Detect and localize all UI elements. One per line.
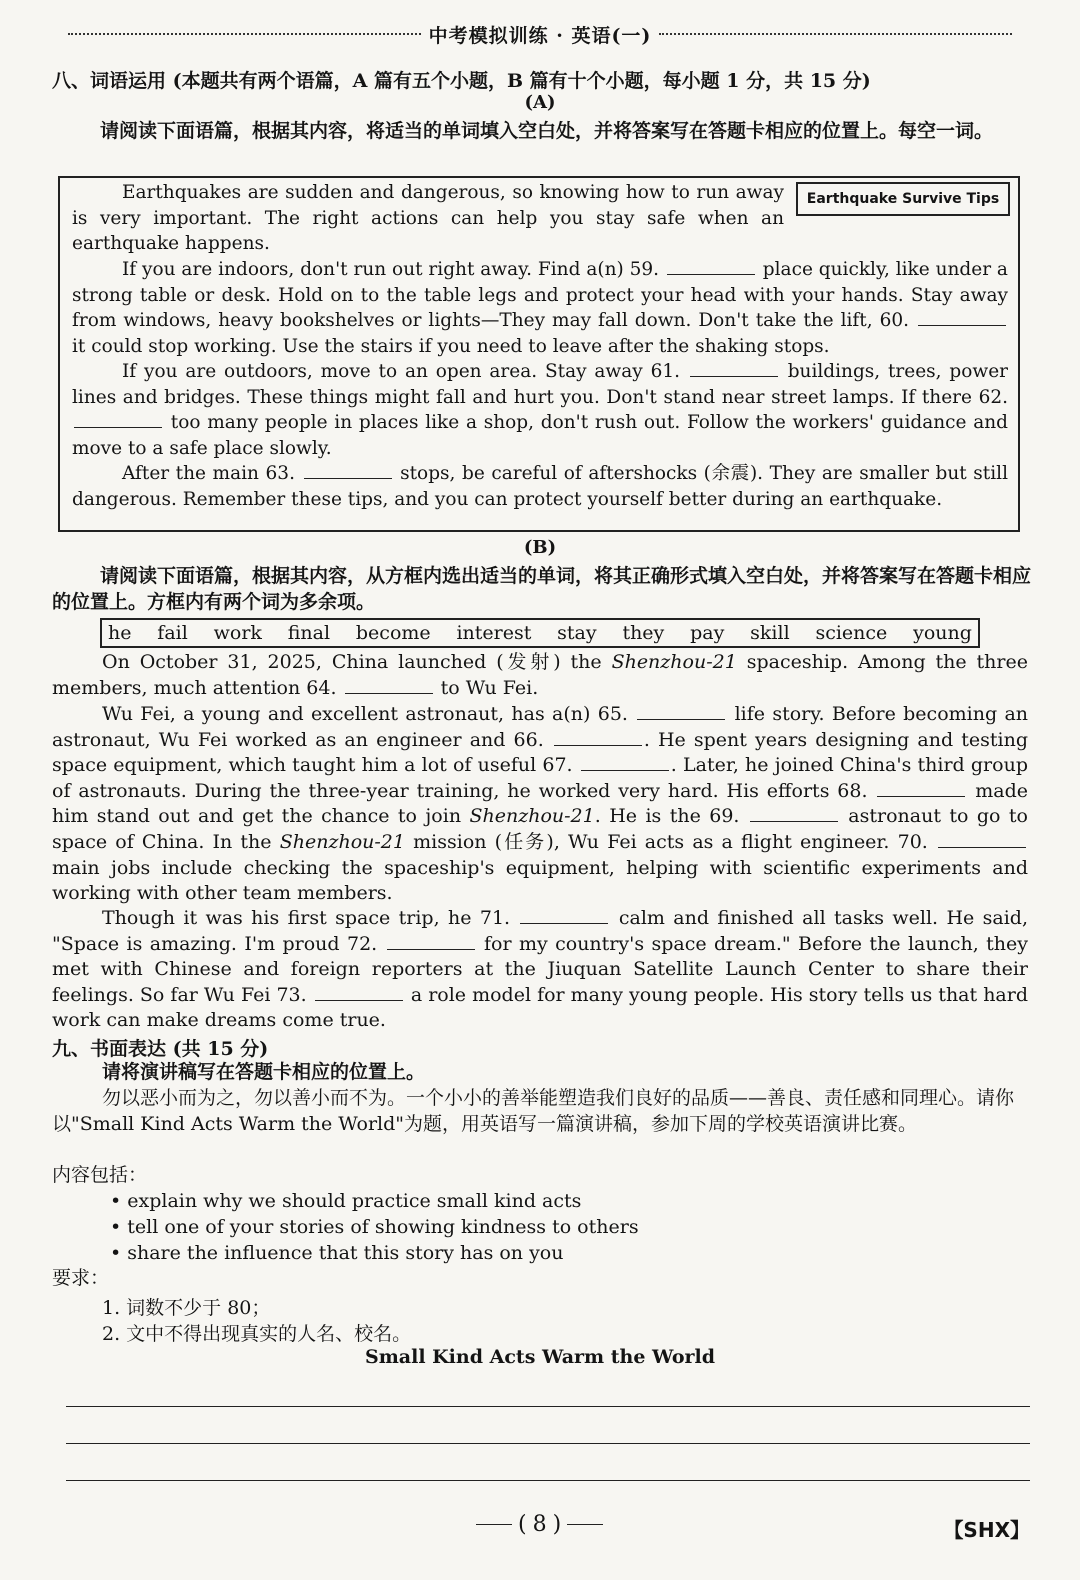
blank-62[interactable] [74, 411, 162, 428]
passage-b-text: . He spent years designing and testing space equipment, which taught him a lot of useful 67. [52, 728, 1028, 777]
header-title: 中考模拟训练 · 英语(一) [428, 24, 652, 47]
requirement-2: 2. 文中不得出现真实的人名、校名。 [102, 1323, 412, 1345]
word-box-item: pay [690, 622, 725, 644]
passage-b-paragraph-3 [52, 906, 1028, 1034]
section-9-heading: 九、书面表达 (共 15 分) [52, 1038, 269, 1060]
page-number [476, 1512, 603, 1537]
passage-b-paragraph-2 [52, 702, 1028, 907]
essay-title: Small Kind Acts Warm the World [364, 1346, 716, 1368]
blank-70[interactable] [938, 831, 1026, 848]
passage-a-paragraph-3 [72, 359, 1008, 461]
header-dots-right [659, 33, 1012, 35]
paper-code: 【SHX】 [943, 1518, 1030, 1542]
blank-66[interactable] [554, 729, 642, 746]
passage-a-text: it could stop working. Use the stairs if you need to leave after the shaking stops. [72, 335, 830, 357]
content-bullet-1: • explain why we should practice small kind acts [110, 1190, 582, 1212]
blank-61[interactable] [690, 360, 778, 377]
word-box [100, 618, 980, 648]
blank-59[interactable] [667, 258, 755, 275]
word-box-item: become [355, 622, 431, 644]
requirement-1: 1. 词数不少于 80； [102, 1297, 271, 1319]
word-box-item: fail [157, 622, 188, 644]
page-header [60, 22, 1020, 46]
passage-b-text: main jobs include checking the spaceship's equipment, helping with scientific experiments and working with other team members. [52, 856, 1028, 905]
blank-63[interactable] [304, 462, 392, 479]
spaceship-name: Shenzhou-21 [279, 830, 405, 853]
blank-68[interactable] [877, 780, 965, 797]
passage-a-text: buildings, trees, power lines and bridges. These things might fall and hurt you. Don't stand near street lamps. If there 62. [72, 361, 1008, 408]
word-box-item: he [108, 622, 132, 644]
blank-65[interactable] [637, 703, 725, 720]
blank-72[interactable] [387, 933, 475, 950]
page-number-bracket-right: ) [552, 1512, 562, 1537]
content-bullet-2: • tell one of your stories of showing kindness to others [110, 1216, 639, 1238]
blank-64[interactable] [345, 677, 433, 694]
passage-a-box [58, 176, 1020, 532]
spaceship-name: Shenzhou-21 [469, 805, 595, 828]
word-box-item: science [815, 622, 888, 644]
passage-b-text: made him stand out and get the chance to join [52, 779, 1028, 828]
passage-a-paragraph-2 [72, 257, 1008, 359]
passage-a-text: 60. [879, 310, 910, 332]
passage-b-text: On October 31, 2025, China launched (发射) the [102, 651, 602, 673]
blank-71[interactable] [520, 907, 608, 924]
word-box-item: final [287, 622, 331, 644]
passage-b-text: to Wu Fei. [440, 676, 539, 699]
section-9-instruction: 请将演讲稿写在答题卡相应的位置上。 [102, 1061, 426, 1083]
passage-b-text: for my country's space dream." Before the launch, they met with Chinese and foreign reporters at the Jiuquan Satellite Launch Center to share their feelings. So far Wu Fei 73. [52, 932, 1028, 1006]
content-bullet-3: • share the influence that this story has on you [110, 1242, 564, 1264]
passage-a-paragraph-4 [72, 461, 1008, 512]
passage-a-text: If you are indoors, don't run out right away. Find a(n) 59. [122, 259, 660, 280]
passage-b-text: a role model for many young people. His story tells us that hard work can make dreams come true. [52, 983, 1029, 1032]
passage-b-label: (B) [523, 537, 557, 558]
passage-b-paragraph-1 [52, 650, 1028, 701]
blank-60[interactable] [918, 309, 1006, 326]
word-box-item: stay [557, 622, 597, 644]
passage-b-text: calm and finished all tasks well. He said, "Space is amazing. I'm proud 72. [52, 907, 1028, 955]
word-box-item: they [622, 622, 665, 644]
passage-b-text: Though it was his first space trip, he 71. [102, 907, 511, 929]
page-number-value: 8 [532, 1512, 547, 1537]
blank-67[interactable] [581, 754, 669, 771]
word-box-item: work [213, 622, 262, 644]
requirements-label: 要求： [52, 1267, 110, 1289]
passage-b-text: . He is the 69. [594, 805, 740, 828]
passage-a-text: stops, be careful of aftershocks (余震). They are smaller but still dangerous. Remember these tips, and you can protect yourself better during an earthquake. [72, 463, 1008, 510]
passage-a-text: place quickly, like under a strong table or desk. Hold on to the table legs and protect your head with your hands. Stay away from windows, heavy bookshelves or lights—They may fall down. Don't take the lift, [72, 259, 1008, 332]
page-number-bracket-left: ( [518, 1512, 527, 1537]
passage-a-instruction: 请阅读下面语篇，根据其内容，将适当的单词填入空白处，并将答案写在答题卡相应的位置上。每空一词。 [100, 120, 994, 142]
passage-b-instruction: 请阅读下面语篇，根据其内容，从方框内选出适当的单词，将其正确形式填入空白处，并将答案写在答题卡相应的位置上。方框内有两个词为多余项。 [52, 565, 1032, 613]
passage-b-text: Wu Fei, a young and excellent astronaut, has a(n) 65. [102, 703, 628, 725]
blank-73[interactable] [315, 984, 403, 1001]
passage-b-text: life story. Before becoming an astronaut, Wu Fei worked as an engineer and 66. [52, 703, 1029, 751]
spaceship-name: Shenzhou-21 [611, 651, 737, 673]
header-dots-left [68, 33, 421, 35]
writing-line[interactable] [66, 1406, 1030, 1407]
passage-b-text: mission (任务), Wu Fei acts as a flight engineer. 70. [413, 830, 928, 853]
writing-line[interactable] [66, 1480, 1030, 1481]
tips-title-box: Earthquake Survive Tips [796, 182, 1010, 216]
passage-a-text: too many people in places like a shop, don't rush out. Follow the workers' guidance and move to a safe place slowly. [72, 412, 1008, 459]
passage-b-text: astronaut to go to space of China. In the [52, 805, 1028, 853]
passage-a-paragraph-1: Earthquakes are sudden and dangerous, so knowing how to run away is very important. The right actions can help you stay safe when an earthquake happens. [72, 182, 784, 255]
passage-b-text: . Later, he joined China's third group of astronauts. During the three-year training, he worked very hard. His efforts 68. [52, 754, 1028, 802]
content-label: 内容包括： [52, 1164, 148, 1186]
section-8-heading: 八、词语运用 (本题共有两个语篇，A 篇有五个小题，B 篇有十个小题，每小题 1 分，共 15 分) [52, 70, 871, 92]
writing-prompt: 勿以恶小而为之，勿以善小而不为。一个小小的善举能塑造我们良好的品质——善良、责任感和同理心。请你以"Small Kind Acts Warm the World"为题，用英语写一篇演讲稿，参加下周的学校英语演讲比赛。 [52, 1087, 1015, 1135]
passage-a-text: After the main 63. [122, 463, 295, 484]
page-number-bar [567, 1524, 603, 1525]
page-number-bar [476, 1524, 512, 1525]
passage-a-text: If you are outdoors, move to an open area. Stay away 61. [122, 361, 680, 382]
blank-69[interactable] [750, 805, 838, 822]
passage-b-text: spaceship. Among the three members, much attention 64. [52, 651, 1028, 699]
passage-a-label: (A) [524, 92, 556, 113]
word-box-item: skill [750, 622, 790, 644]
writing-line[interactable] [66, 1443, 1030, 1444]
word-box-item: interest [456, 622, 532, 644]
word-box-item: young [913, 622, 972, 644]
